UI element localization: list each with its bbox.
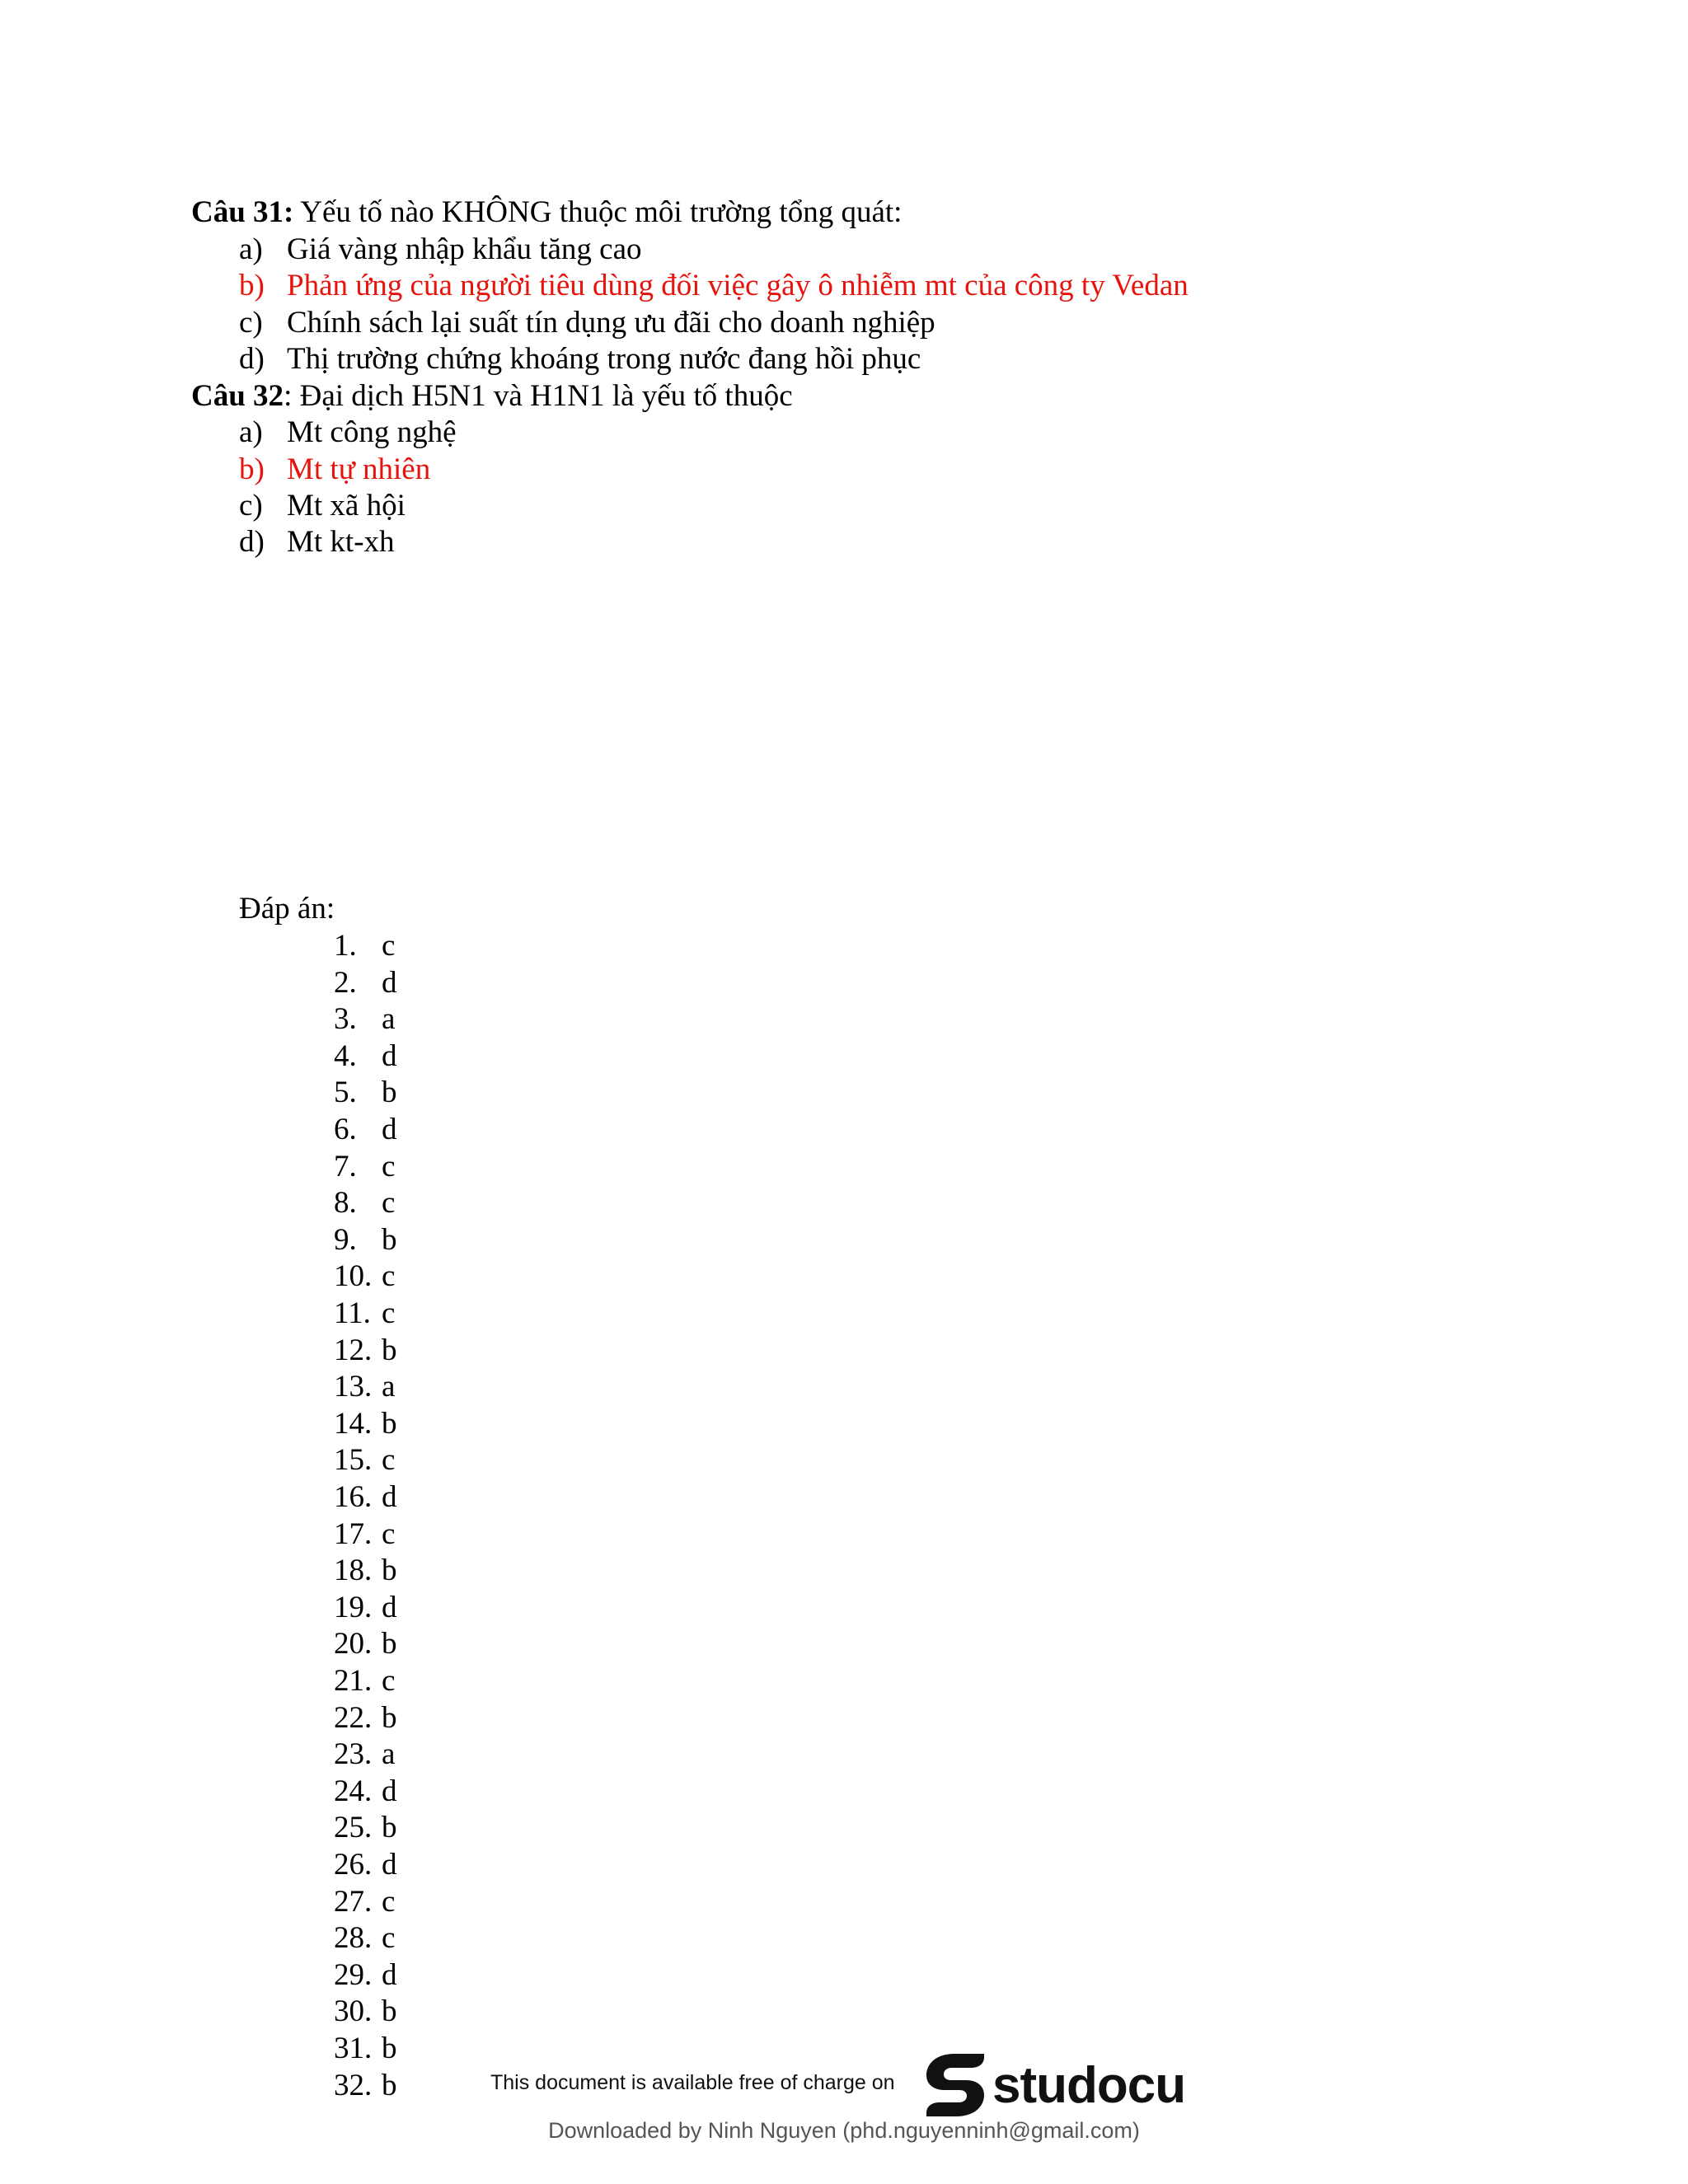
- answer-number: 22.: [334, 1701, 373, 1735]
- option-letter: c): [239, 489, 263, 523]
- option-text: Phản ứng của người tiêu dùng đối việc gây ô nhiễm mt của công ty Vedan: [287, 269, 1189, 302]
- answer-number: 25.: [334, 1811, 373, 1844]
- answer-number: 27.: [334, 1885, 373, 1919]
- option-letter: c): [239, 306, 263, 340]
- answer-value: c: [382, 1150, 396, 1183]
- answer-number: 31.: [334, 2032, 373, 2065]
- answer-value: b: [382, 1627, 397, 1661]
- answer-value: c: [382, 1664, 396, 1698]
- answer-value: d: [382, 1774, 397, 1808]
- option-text: Mt xã hội: [287, 489, 406, 523]
- answer-number: 14.: [334, 1407, 373, 1441]
- answer-value: b: [382, 2069, 397, 2102]
- answer-number: 9.: [334, 1223, 357, 1257]
- answer-number: 5.: [334, 1076, 357, 1109]
- answer-value: c: [382, 1296, 396, 1330]
- answer-value: b: [382, 1076, 397, 1109]
- answer-value: c: [382, 1517, 396, 1551]
- option-text: Giá vàng nhập khẩu tăng cao: [287, 232, 642, 266]
- answer-value: b: [382, 1811, 397, 1844]
- answer-value: d: [382, 1480, 397, 1514]
- question-32-text: : Đại dịch H5N1 và H1N1 là yếu tố thuộc: [284, 379, 793, 413]
- answer-value: d: [382, 966, 397, 1000]
- option-text: Mt kt-xh: [287, 525, 395, 559]
- option-letter: a): [239, 415, 263, 449]
- answer-value: c: [382, 929, 396, 963]
- answer-value: a: [382, 1370, 396, 1404]
- answer-number: 11.: [334, 1296, 371, 1330]
- option-text: Chính sách lại suất tín dụng ưu đãi cho doanh nghiệp: [287, 306, 935, 340]
- answer-number: 20.: [334, 1627, 373, 1661]
- studocu-logo-icon: [921, 2050, 987, 2120]
- answer-number: 18.: [334, 1554, 373, 1587]
- question-31: [191, 194, 902, 231]
- answer-value: b: [382, 1701, 397, 1735]
- answer-value: b: [382, 1407, 397, 1441]
- answer-value: d: [382, 1591, 397, 1624]
- question-32-label: Câu 32: [191, 379, 284, 413]
- studocu-brand-text: studocu: [992, 2056, 1186, 2114]
- answer-value: c: [382, 1443, 396, 1477]
- answer-value: b: [382, 2032, 397, 2065]
- answer-value: d: [382, 1039, 397, 1073]
- answer-value: d: [382, 1958, 397, 1992]
- answer-number: 4.: [334, 1039, 357, 1073]
- answer-value: c: [382, 1259, 396, 1293]
- answer-value: a: [382, 1737, 396, 1771]
- answer-number: 2.: [334, 966, 357, 1000]
- option-text: Mt tự nhiên: [287, 452, 431, 486]
- answer-value: c: [382, 1186, 396, 1220]
- question-32: [191, 378, 793, 415]
- option-text: Mt công nghệ: [287, 415, 457, 449]
- option-letter: d): [239, 525, 265, 559]
- question-31-label: Câu 31:: [191, 195, 294, 229]
- option-letter: b): [239, 452, 265, 486]
- downloaded-by-text: Downloaded by Ninh Nguyen (phd.nguyenninh@gmail.com): [548, 2118, 1140, 2143]
- answer-number: 7.: [334, 1150, 357, 1183]
- answer-number: 12.: [334, 1333, 373, 1367]
- question-31-text: Yếu tố nào KHÔNG thuộc môi trường tổng quát:: [293, 195, 903, 229]
- answer-value: b: [382, 1554, 397, 1587]
- answer-number: 24.: [334, 1774, 373, 1808]
- answer-value: d: [382, 1848, 397, 1882]
- answer-number: 3.: [334, 1002, 357, 1036]
- answer-value: d: [382, 1113, 397, 1146]
- answer-number: 1.: [334, 929, 357, 963]
- answer-number: 16.: [334, 1480, 373, 1514]
- option-letter: b): [239, 269, 265, 302]
- option-letter: a): [239, 232, 263, 266]
- answer-number: 30.: [334, 1994, 373, 2028]
- answer-number: 8.: [334, 1186, 357, 1220]
- answer-value: c: [382, 1885, 396, 1919]
- answer-number: 23.: [334, 1737, 373, 1771]
- answer-number: 6.: [334, 1113, 357, 1146]
- answer-number: 19.: [334, 1591, 373, 1624]
- answer-value: b: [382, 1333, 397, 1367]
- answer-value: b: [382, 1994, 397, 2028]
- answer-number: 15.: [334, 1443, 373, 1477]
- answer-number: 29.: [334, 1958, 373, 1992]
- answer-number: 21.: [334, 1664, 373, 1698]
- answer-value: a: [382, 1002, 396, 1036]
- answer-number: 26.: [334, 1848, 373, 1882]
- answer-number: 17.: [334, 1517, 373, 1551]
- available-free-text: This document is available free of charge on: [490, 2071, 895, 2094]
- answer-value: b: [382, 1223, 397, 1257]
- option-letter: d): [239, 342, 265, 376]
- answers-heading: Đáp án:: [239, 892, 335, 926]
- answer-number: 10.: [334, 1259, 373, 1293]
- studocu-logo[interactable]: [921, 2048, 1185, 2122]
- answer-value: c: [382, 1921, 396, 1955]
- option-text: Thị trường chứng khoáng trong nước đang hồi phục: [287, 342, 921, 376]
- answer-number: 13.: [334, 1370, 373, 1404]
- answer-number: 28.: [334, 1921, 373, 1955]
- answer-number: 32.: [334, 2069, 373, 2102]
